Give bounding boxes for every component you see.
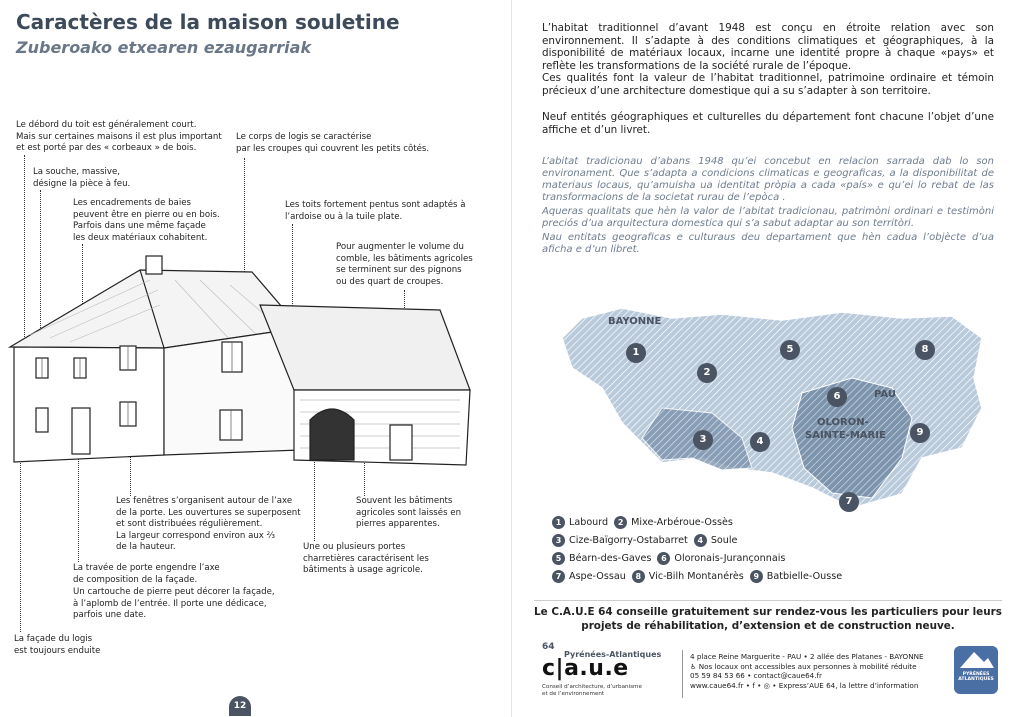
annotation-agricultural-gables: Pour augmenter le volume du comble, les bâtiments agricoles se terminent sur des pignons ou des quart de croupes. [336, 242, 473, 287]
contact-block [690, 652, 924, 690]
legend-item: 2 Mixe-Arbéroue-Ossès [614, 516, 733, 529]
map-marker-2: 2 [697, 363, 717, 383]
annotation-facade: La façade du logis est toujours enduite [14, 634, 101, 656]
map-marker-5: 5 [780, 340, 800, 360]
map-label-oloron-2: SAINTE-MARIE [805, 430, 886, 441]
map-marker-8: 8 [915, 340, 935, 360]
map-label-bayonne: BAYONNE [608, 316, 662, 327]
pyrenees-atlantiques-logo [954, 646, 998, 694]
map-marker-9: 9 [910, 423, 930, 443]
annotation-window-layout: Les fenêtres s’organisent autour de l’axe de la porte. Les ouvertures se superposent et sont distribuées régulièrement. La largeur correspond environ aux ⅔ de la hauteur. [116, 496, 301, 553]
caue-line-1: Le C.A.U.E 64 conseille gratuitement sur rendez-vous les particuliers pour leurs [534, 606, 1002, 618]
map-marker-4: 4 [750, 432, 770, 452]
intro-paragraph-oc: L’abitat tradicionau d’abans 1948 qu’ei concebut en relacion sarrada dab lo son environament. Que s’adapta a condicions climaticas e geograficas, a la disponibilitat de materiaus locaus, qu’amuisha ua identitat pròpia a cada «país» e qu’ei lo rebat de las transformacions de la societat rurau de l’epòca . [542, 156, 994, 203]
legend-item: 8 Vic-Bilh Montanérès [632, 570, 744, 583]
contact-phone-email[interactable]: 05 59 84 53 66 • contact@caue64.fr [690, 671, 823, 681]
annotation-cart-doors: Une ou plusieurs portes charretières caractérisent les bâtiments à usage agricole. [303, 542, 429, 576]
page-number: 12 [229, 696, 251, 716]
annotation-bare-stone: Souvent les bâtiments agricoles sont laissés en pierres apparentes. [356, 496, 462, 530]
entities-paragraph-oc: Nau entitats geograficas e culturaus deu departament que hèn cadua l’objècte d’ua aficha e d’un libret. [542, 232, 994, 255]
entities-paragraph-fr: Neuf entités géographiques et culturelles du département font chacune l’objet d’une affiche et d’un livret. [542, 111, 994, 136]
intro-paragraph-fr: L’habitat traditionnel d’avant 1948 est conçu en étroite relation avec son environnement. Il s’adapte à des conditions climatiques et géographiques, à la disponibilité de matériaux locaux, incarne une identité propre à chaque «pays» et reflète les transformations de la société rurale de l’époque. [542, 22, 994, 72]
map-marker-6: 6 [827, 387, 847, 407]
legend-item: 7 Aspe-Ossau [552, 570, 626, 583]
annotation-main-body: Le corps de logis se caractérise par les croupes qui couvrent les petits côtés. [236, 132, 430, 154]
map-marker-7: 7 [839, 492, 859, 512]
mountain-icon [954, 646, 998, 670]
qualities-paragraph-oc: Aqueras qualitats que hèn la valor de l’abitat tradicionau, patrimòni ordinari e testimòni preciós d’ua arquitectura domestica qui s’a sabut adaptar au son territòri. [542, 206, 994, 229]
map-legend [552, 513, 848, 585]
map-marker-1: 1 [626, 343, 646, 363]
annotation-steep-roofs: Les toits fortement pentus sont adaptés à l’ardoise ou à la tuile plate. [285, 200, 466, 222]
map-outline [562, 308, 982, 508]
house-illustration [0, 250, 480, 480]
caue-banner [534, 600, 1002, 636]
pa-logo-text: PYRÉNÉES ATLANTIQUES [958, 672, 994, 682]
legend-item: 4 Soule [694, 534, 738, 547]
annotation-door-bay: La travée de porte engendre l’axe de composition de la façade. [73, 563, 220, 585]
right-page [512, 0, 1024, 717]
page-title: Caractères de la maison souletine [16, 10, 400, 34]
page-subtitle-basque: Zuberoako etxearen ezaugarriak [16, 38, 312, 57]
footer-divider [682, 650, 683, 698]
map-label-oloron-1: OLORON- [817, 417, 869, 428]
legend-item: 3 Cize-Baïgorry-Ostabarret [552, 534, 688, 547]
annotation-window-frames: Les encadrements de baies peuvent être en pierre ou en bois. Parfois dans une même façade les deux matériaux cohabitent. [73, 198, 220, 243]
logo-dept-number: 64 [542, 642, 555, 652]
legend-item: 5 Béarn-des-Gaves [552, 552, 651, 565]
legend-item: 1 Labourd [552, 516, 608, 529]
caue-line-2: projets de réhabilitation, d’extension et de construction neuve. [581, 620, 955, 632]
leader-line [20, 458, 21, 632]
caue-logo: c|a.u.e [542, 656, 629, 681]
annotation-cartouche: Un cartouche de pierre peut décorer la façade, à l’aplomb de l’entrée. Il porte une dédicace, parfois une date. [73, 587, 275, 621]
annotation-roof-overhang: Le débord du toit est généralement court. Mais sur certaines maisons il est plus important et est porté par des « corbeaux » de bois. [16, 120, 222, 154]
legend-item: 6 Oloronais-Jurançonnais [657, 552, 785, 565]
contact-accessibility: ♿ Nos locaux ont accessibles aux personnes à mobilité réduite [690, 661, 917, 671]
department-map [542, 298, 992, 508]
qualities-paragraph-fr: Ces qualités font la valeur de l’habitat traditionnel, patrimoine ordinaire et témoin précieux d’une architecture domestique qui a su s’adapter à son territoire. [542, 72, 994, 97]
logo-dept-name: Pyrénées-Atlantiques [564, 650, 662, 659]
contact-website[interactable]: www.caue64.fr • f • ◎ • Express’AUE 64, la lettre d’information [690, 680, 919, 690]
contact-address: 4 place Reine Marguerite - PAU • 2 allée des Platanes - BAYONNE [690, 652, 924, 661]
annotation-chimney: La souche, massive, désigne la pièce à feu. [33, 167, 131, 189]
caue-logo-subtitle: Conseil d’architecture, d’urbanisme et de l’environnement [542, 684, 642, 697]
map-label-pau: PAU [874, 389, 896, 400]
legend-item: 9 Batbielle-Ousse [750, 570, 842, 583]
map-marker-3: 3 [693, 430, 713, 450]
